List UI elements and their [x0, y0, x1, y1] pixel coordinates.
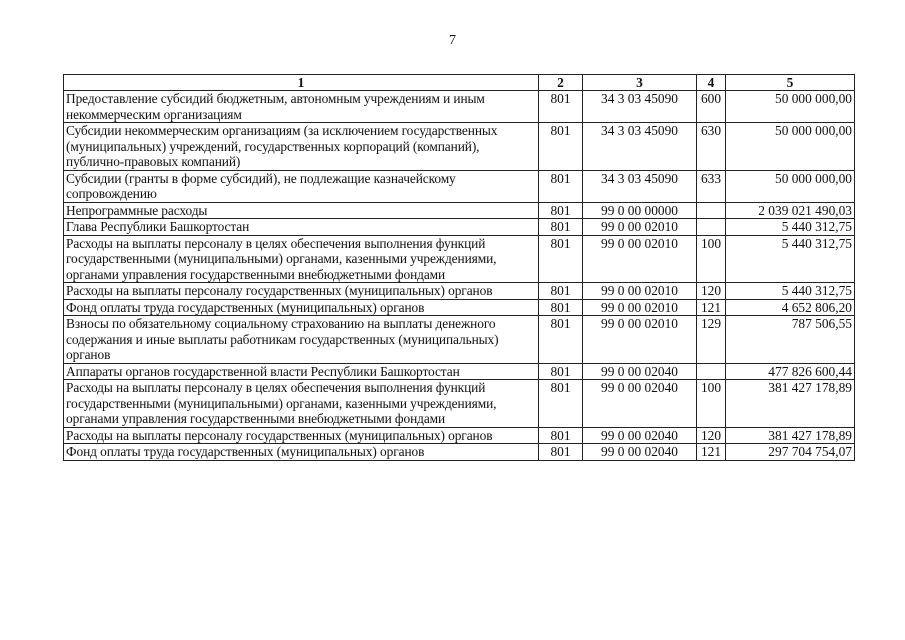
cell-vr	[697, 202, 726, 219]
column-header-code: 2	[539, 75, 583, 91]
column-header-vr: 4	[697, 75, 726, 91]
cell-csr: 99 0 00 00000	[583, 202, 697, 219]
cell-csr: 99 0 00 02040	[583, 427, 697, 444]
cell-name: Предоставление субсидий бюджетным, автономным учреждениям и иным некоммерческим организациям	[64, 91, 539, 123]
column-header-csr: 3	[583, 75, 697, 91]
cell-vr: 630	[697, 123, 726, 171]
cell-csr: 99 0 00 02040	[583, 444, 697, 461]
cell-code: 801	[539, 235, 583, 283]
cell-name: Субсидии некоммерческим организациям (за исключением государственных (муниципальных) учреждений, государственных корпораций (компаний), публично-правовых компаний)	[64, 123, 539, 171]
cell-name: Субсидии (гранты в форме субсидий), не подлежащие казначейскому сопровождению	[64, 170, 539, 202]
cell-vr: 129	[697, 316, 726, 364]
page-number: 7	[449, 33, 456, 48]
table-row	[64, 91, 855, 123]
cell-csr: 99 0 00 02010	[583, 283, 697, 300]
table-body	[64, 91, 855, 461]
cell-amount: 5 440 312,75	[726, 283, 855, 300]
cell-amount: 50 000 000,00	[726, 123, 855, 171]
cell-amount: 477 826 600,44	[726, 363, 855, 380]
table-row	[64, 444, 855, 461]
cell-name: Непрограммные расходы	[64, 202, 539, 219]
cell-name: Расходы на выплаты персоналу в целях обеспечения выполнения функций государственными (муниципальными) органами, казенными учреждениями, органами управления государственными внебюджетными фондами	[64, 380, 539, 428]
cell-amount: 5 440 312,75	[726, 235, 855, 283]
cell-code: 801	[539, 363, 583, 380]
table-row	[64, 219, 855, 236]
cell-code: 801	[539, 123, 583, 171]
cell-name: Расходы на выплаты персоналу государственных (муниципальных) органов	[64, 283, 539, 300]
cell-csr: 34 3 03 45090	[583, 170, 697, 202]
cell-code: 801	[539, 170, 583, 202]
cell-name: Взносы по обязательному социальному страхованию на выплаты денежного содержания и иные выплаты работникам государственных (муниципальных) органов	[64, 316, 539, 364]
table-row	[64, 283, 855, 300]
cell-vr: 100	[697, 380, 726, 428]
cell-name: Расходы на выплаты персоналу государственных (муниципальных) органов	[64, 427, 539, 444]
table-row	[64, 170, 855, 202]
cell-amount: 50 000 000,00	[726, 170, 855, 202]
cell-amount: 4 652 806,20	[726, 299, 855, 316]
cell-amount: 381 427 178,89	[726, 380, 855, 428]
table-row	[64, 363, 855, 380]
table-row	[64, 380, 855, 428]
table-row	[64, 123, 855, 171]
table-row	[64, 316, 855, 364]
table-header-row	[64, 75, 855, 91]
cell-code: 801	[539, 380, 583, 428]
cell-csr: 99 0 00 02010	[583, 219, 697, 236]
cell-vr	[697, 363, 726, 380]
cell-csr: 34 3 03 45090	[583, 123, 697, 171]
cell-csr: 99 0 00 02040	[583, 380, 697, 428]
cell-vr: 100	[697, 235, 726, 283]
budget-table	[63, 74, 855, 461]
cell-csr: 99 0 00 02040	[583, 363, 697, 380]
cell-vr: 121	[697, 444, 726, 461]
cell-name: Глава Республики Башкортостан	[64, 219, 539, 236]
cell-vr: 120	[697, 427, 726, 444]
cell-csr: 99 0 00 02010	[583, 299, 697, 316]
cell-name: Расходы на выплаты персоналу в целях обеспечения выполнения функций государственными (муниципальными) органами, казенными учреждениями, органами управления государственными внебюджетными фондами	[64, 235, 539, 283]
cell-vr: 633	[697, 170, 726, 202]
column-header-name: 1	[64, 75, 539, 91]
cell-amount: 297 704 754,07	[726, 444, 855, 461]
cell-vr: 120	[697, 283, 726, 300]
cell-code: 801	[539, 299, 583, 316]
cell-vr: 600	[697, 91, 726, 123]
table-row	[64, 202, 855, 219]
cell-csr: 34 3 03 45090	[583, 91, 697, 123]
cell-amount: 50 000 000,00	[726, 91, 855, 123]
column-header-amount: 5	[726, 75, 855, 91]
cell-code: 801	[539, 283, 583, 300]
cell-name: Фонд оплаты труда государственных (муниципальных) органов	[64, 444, 539, 461]
cell-amount: 381 427 178,89	[726, 427, 855, 444]
cell-amount: 787 506,55	[726, 316, 855, 364]
table-row	[64, 235, 855, 283]
cell-csr: 99 0 00 02010	[583, 235, 697, 283]
cell-amount: 5 440 312,75	[726, 219, 855, 236]
cell-amount: 2 039 021 490,03	[726, 202, 855, 219]
cell-code: 801	[539, 316, 583, 364]
cell-csr: 99 0 00 02010	[583, 316, 697, 364]
cell-name: Аппараты органов государственной власти Республики Башкортостан	[64, 363, 539, 380]
cell-code: 801	[539, 427, 583, 444]
table-row	[64, 427, 855, 444]
cell-code: 801	[539, 219, 583, 236]
table-row	[64, 299, 855, 316]
cell-vr	[697, 219, 726, 236]
cell-vr: 121	[697, 299, 726, 316]
cell-code: 801	[539, 202, 583, 219]
cell-name: Фонд оплаты труда государственных (муниципальных) органов	[64, 299, 539, 316]
cell-code: 801	[539, 444, 583, 461]
cell-code: 801	[539, 91, 583, 123]
